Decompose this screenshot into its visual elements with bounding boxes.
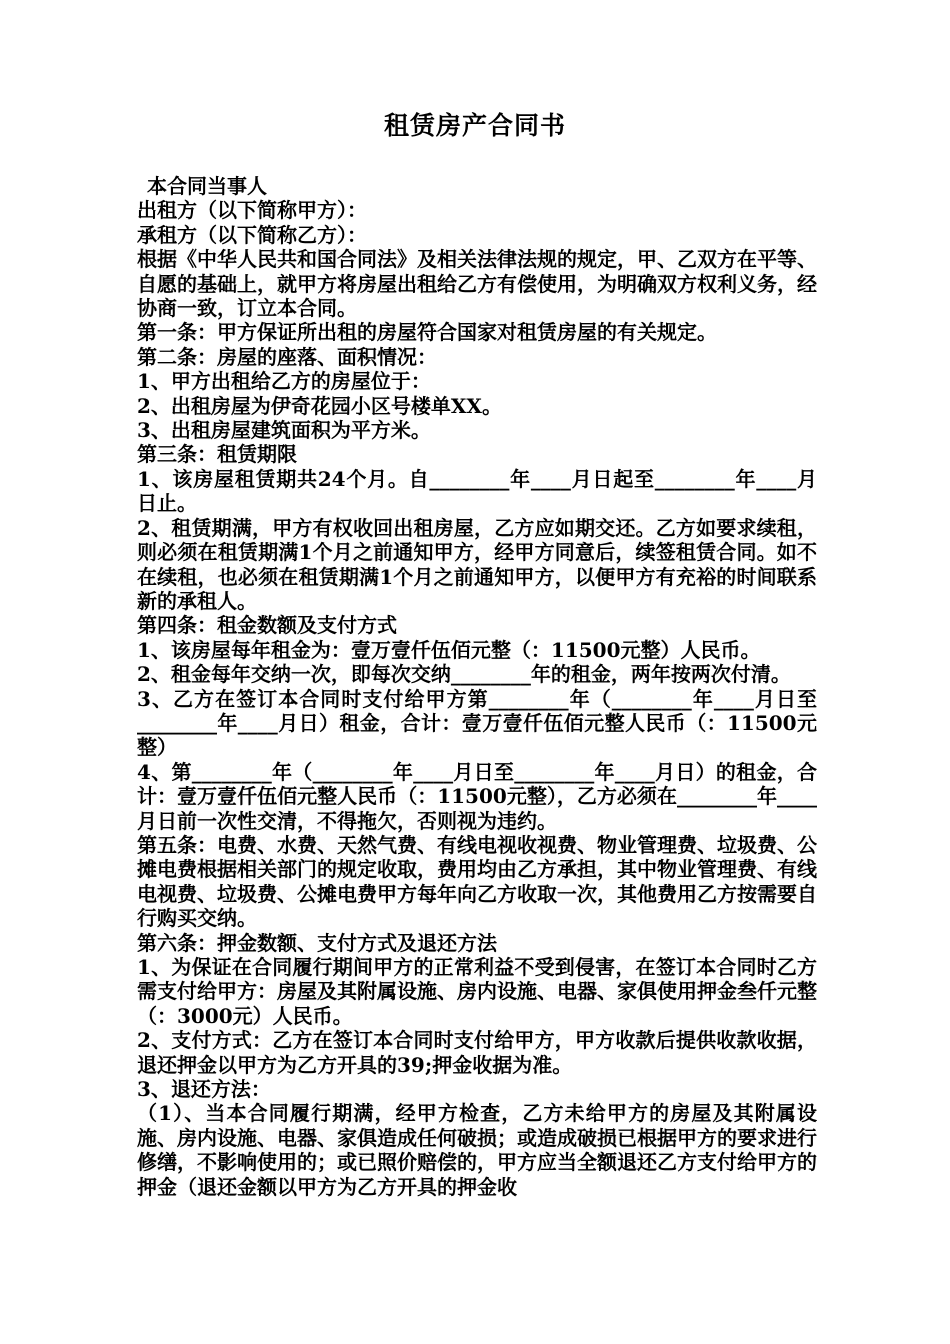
article-4-item-4: 4、第________年（________年____月日至________年____月日）的租金，合计：壹万壹仟伍佰元整人民币（：11500元整），乙方必须在________年____月日前一次性交清，不得拖欠，否则视为违约。 bbox=[137, 759, 817, 833]
article-4-item-3: 3、乙方在签订本合同时支付给甲方第________年（________年____月日至________年____月日）租金，合计：壹万壹仟伍佰元整人民币（：11500元整） bbox=[137, 686, 817, 760]
document-body bbox=[137, 174, 817, 1199]
article-6-heading: 第六条：押金数额、支付方式及退还方法 bbox=[137, 930, 497, 955]
article-2-item-3: 3、出租房屋建筑面积为平方米。 bbox=[137, 418, 431, 443]
article-3-item-2: 2、租赁期满，甲方有权收回出租房屋，乙方应如期交还。乙方如要求续租，则必须在租赁期满1个月之前通知甲方，经甲方同意后，续签租赁合同。如不在续租，也必须在租赁期满1个月之前通知甲方，以便甲方有充裕的时间联系新的承租人。 bbox=[137, 515, 817, 613]
article-4-item-2: 2、租金每年交纳一次，即每次交纳________年的租金，两年按两次付清。 bbox=[137, 662, 791, 687]
lessee-line: 承租方（以下简称乙方）： bbox=[137, 222, 367, 247]
preamble-paragraph: 根据《中华人民共和国合同法》及相关法律法规的规定，甲、乙双方在平等、自愿的基础上，就甲方将房屋出租给乙方有偿使用，为明确双方权利义务，经协商一致，订立本合同。 bbox=[137, 247, 817, 321]
article-2-item-2: 2、出租房屋为伊奇花园小区号楼单XX。 bbox=[137, 393, 502, 418]
article-4-heading: 第四条：租金数额及支付方式 bbox=[137, 613, 397, 638]
article-1: 第一条：甲方保证所出租的房屋符合国家对租赁房屋的有关规定。 bbox=[137, 320, 717, 345]
article-6-item-3-1: （1）、当本合同履行期满，经甲方检查，乙方未给甲方的房屋及其附属设施、房内设施、电器、家俱造成任何破损；或造成破损已根据甲方的要求进行修缮，不影响使用的；或已照价赔偿的，甲方应当全额退还乙方支付给甲方的押金（退还金额以甲方为乙方开具的押金收 bbox=[137, 1101, 817, 1199]
article-6-item-3: 3、退还方法： bbox=[137, 1077, 271, 1102]
parties-heading: 本合同当事人 bbox=[147, 174, 267, 198]
article-3-item-1: 1、该房屋租赁期共24个月。自________年____月日起至________年____月日止。 bbox=[137, 466, 817, 516]
article-5: 第五条：电费、水费、天然气费、有线电视收视费、物业管理费、垃圾费、公摊电费根据相关部门的规定收取，费用均由乙方承担，其中物业管理费、有线电视费、垃圾费、公摊电费甲方每年向乙方收取一次，其他费用乙方按需要自行购买交纳。 bbox=[137, 832, 817, 931]
lessor-line: 出租方（以下简称甲方）： bbox=[137, 198, 367, 223]
article-2-heading: 第二条：房屋的座落、面积情况： bbox=[137, 344, 437, 369]
article-3-heading: 第三条：租赁期限 bbox=[137, 442, 297, 467]
article-6-item-2: 2、支付方式：乙方在签订本合同时支付给甲方，甲方收款后提供收款收据，退还押金以甲方为乙方开具的39;押金收据为准。 bbox=[137, 1028, 817, 1077]
article-6-item-1: 1、为保证在合同履行期间甲方的正常利益不受到侵害，在签订本合同时乙方需支付给甲方：房屋及其附属设施、房内设施、电器、家俱使用押金叁仟元整（：3000元）人民币。 bbox=[137, 955, 817, 1028]
article-4-item-1: 1、该房屋每年租金为：壹万壹仟伍佰元整（：11500元整）人民币。 bbox=[137, 637, 761, 662]
article-2-item-1: 1、甲方出租给乙方的房屋位于： bbox=[137, 369, 431, 394]
document-title: 租赁房产合同书 bbox=[383, 111, 566, 140]
